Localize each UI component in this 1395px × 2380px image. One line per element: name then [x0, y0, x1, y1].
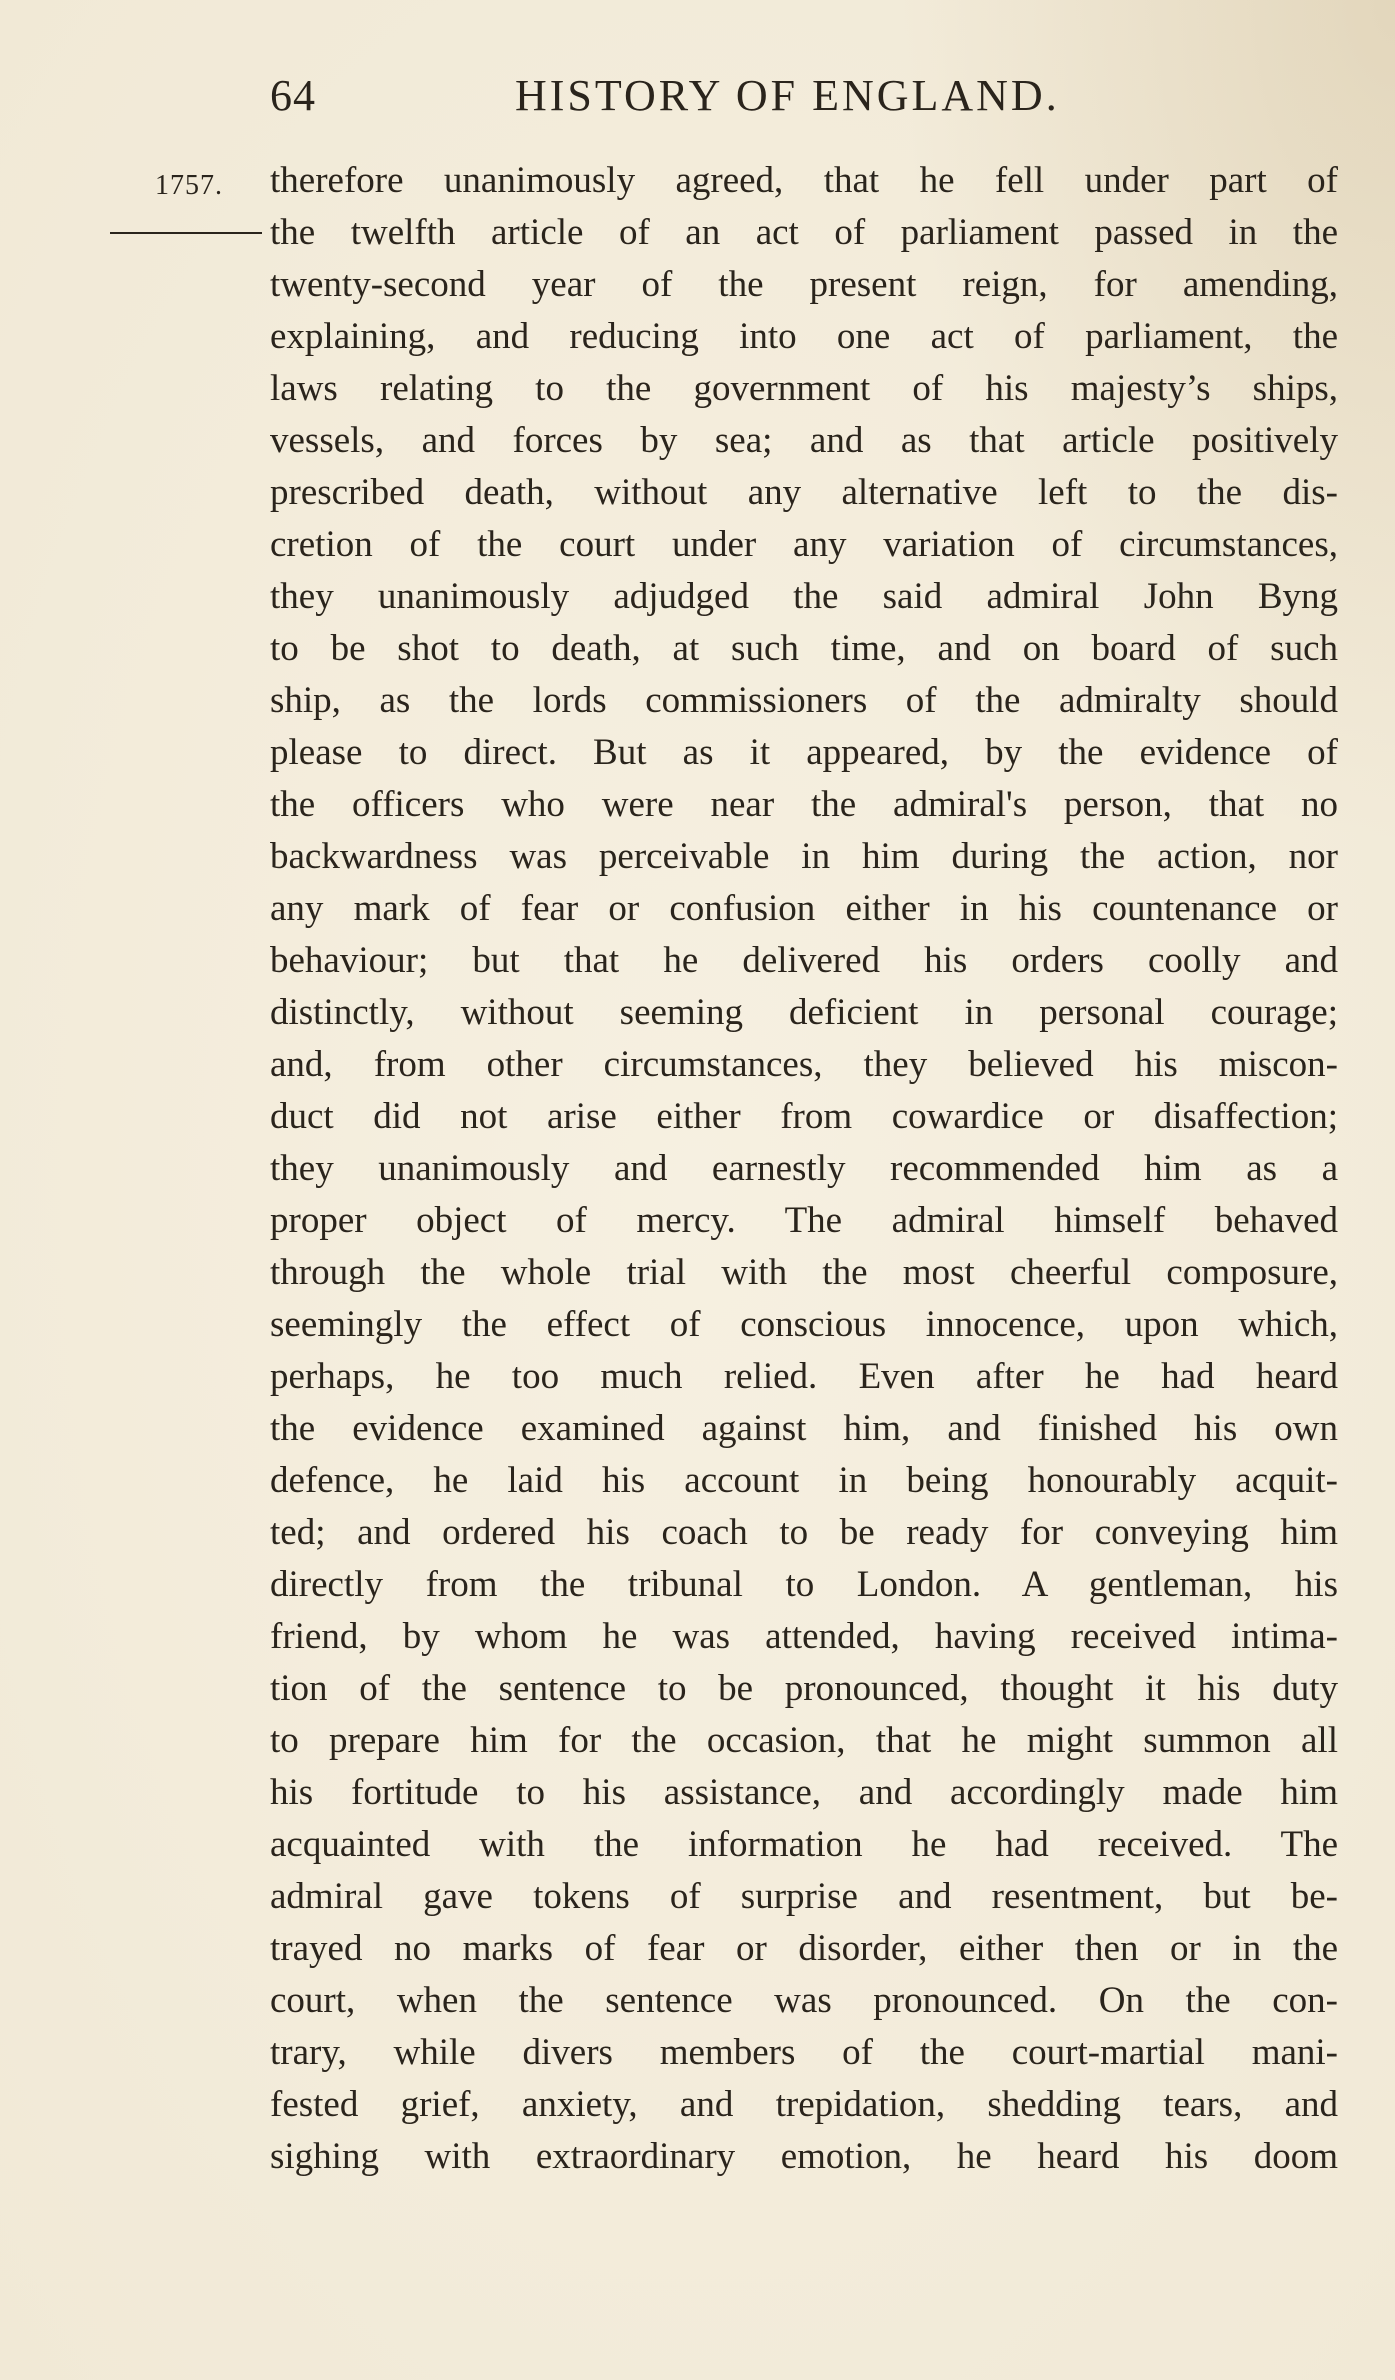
text-line: duct did not arise either from cowardice or disaffection;: [270, 1096, 1338, 1137]
text-line: to prepare him for the occasion, that he might summon all: [270, 1720, 1338, 1761]
text-line: please to direct. But as it appeared, by the evidence of: [270, 732, 1338, 773]
text-line: the officers who were near the admiral's person, that no: [270, 784, 1338, 825]
text-line: twenty-second year of the present reign, for amending,: [270, 264, 1338, 305]
text-line: defence, he laid his account in being honourably acquit-: [270, 1460, 1338, 1501]
running-head: [270, 70, 1350, 130]
text-line: therefore unanimously agreed, that he fell under part of: [270, 160, 1338, 201]
text-line: ted; and ordered his coach to be ready for conveying him: [270, 1512, 1338, 1553]
text-line: seemingly the effect of conscious innocence, upon which,: [270, 1304, 1338, 1345]
text-line: proper object of mercy. The admiral himself behaved: [270, 1200, 1338, 1241]
text-line: behaviour; but that he delivered his orders coolly and: [270, 940, 1338, 981]
text-line: perhaps, he too much relied. Even after he had heard: [270, 1356, 1338, 1397]
text-line: cretion of the court under any variation of circumstances,: [270, 524, 1338, 565]
text-line: trayed no marks of fear or disorder, either then or in the: [270, 1928, 1338, 1969]
body-text: [270, 155, 1338, 2183]
text-line: friend, by whom he was attended, having received intima-: [270, 1616, 1338, 1657]
text-line: his fortitude to his assistance, and accordingly made him: [270, 1772, 1338, 1813]
text-line: to be shot to death, at such time, and on board of such: [270, 628, 1338, 669]
text-line: directly from the tribunal to London. A gentleman, his: [270, 1564, 1338, 1605]
text-line: the twelfth article of an act of parliament passed in the: [270, 212, 1338, 253]
text-line: vessels, and forces by sea; and as that article positively: [270, 420, 1338, 461]
text-line: trary, while divers members of the court-martial mani-: [270, 2032, 1338, 2073]
text-line: through the whole trial with the most cheerful composure,: [270, 1252, 1338, 1293]
text-line: the evidence examined against him, and finished his own: [270, 1408, 1338, 1449]
text-line: backwardness was perceivable in him during the action, nor: [270, 836, 1338, 877]
text-line: acquainted with the information he had received. The: [270, 1824, 1338, 1865]
text-line: distinctly, without seeming deficient in personal courage;: [270, 992, 1338, 1033]
text-line: court, when the sentence was pronounced. On the con-: [270, 1980, 1338, 2021]
text-line: they unanimously and earnestly recommended him as a: [270, 1148, 1338, 1189]
margin-rule: [110, 232, 262, 234]
text-line: any mark of fear or confusion either in his countenance or: [270, 888, 1338, 929]
text-line: fested grief, anxiety, and trepidation, shedding tears, and: [270, 2084, 1338, 2125]
text-line: tion of the sentence to be pronounced, thought it his duty: [270, 1668, 1338, 1709]
text-line: explaining, and reducing into one act of parliament, the: [270, 316, 1338, 357]
text-line: admiral gave tokens of surprise and resentment, but be-: [270, 1876, 1338, 1917]
text-line: and, from other circumstances, they believed his miscon-: [270, 1044, 1338, 1085]
text-line: prescribed death, without any alternative left to the dis-: [270, 472, 1338, 513]
text-line: laws relating to the government of his majesty’s ships,: [270, 368, 1338, 409]
text-line: sighing with extraordinary emotion, he heard his doom: [270, 2136, 1338, 2177]
margin-year: 1757.: [155, 170, 223, 201]
page-number: 64: [270, 71, 316, 120]
text-line: they unanimously adjudged the said admiral John Byng: [270, 576, 1338, 617]
text-line: ship, as the lords commissioners of the admiralty should: [270, 680, 1338, 721]
page-title: HISTORY OF ENGLAND.: [515, 71, 1060, 120]
